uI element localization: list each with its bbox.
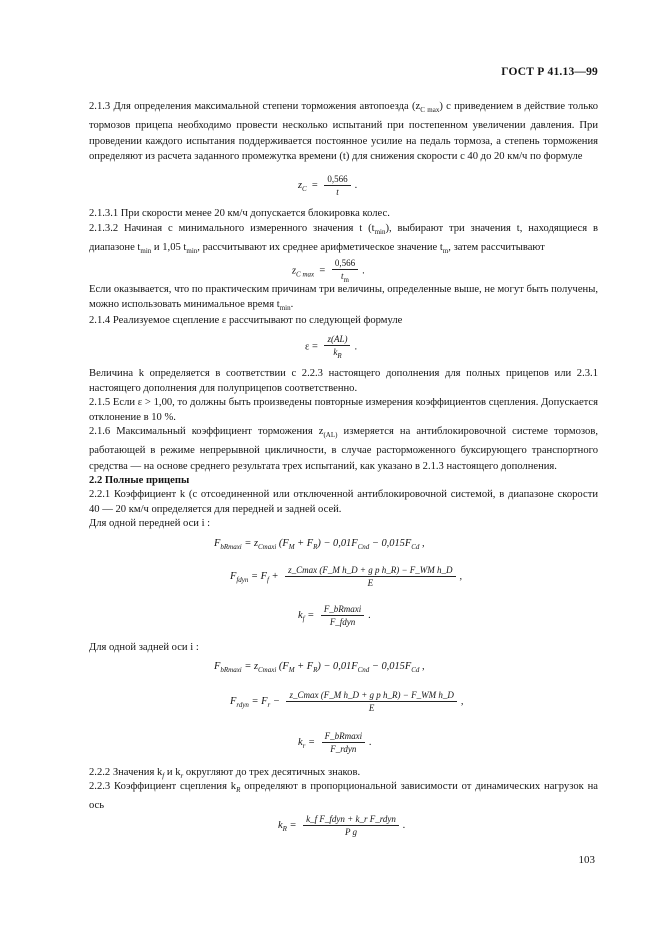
standard-header: ГОСТ Р 41.13—99 — [501, 66, 598, 78]
formula-fbrmax-front: $F_{bRmaxi} = z_{Cmaxi}$ $(F_M + F_R) - 0,01F_{Cnd} - 0,015F_{Cd}$ , — [214, 538, 425, 552]
formula-z-c: $z_C$ = $\frac{0,566}{t}$ . — [298, 174, 358, 197]
formula-epsilon: ε = $\frac{z(AL)}{k_R}$ . — [305, 334, 358, 360]
paragraph-if: Если оказывается, что по практическим причинам три величины, определенные выше, не могут быть получены, можно использовать минимальное время $t_{min}$. — [89, 284, 598, 313]
paragraph-2-2-1: 2.2.1 Коэффициент k (с отсоединенной или отключенной антиблокировочной системой, в диапазоне скорости 40 — 20 км/ч определяется для передней и задней осей. — [89, 489, 598, 516]
formula-fbrmax-rear: $F_{bRmaxi} = z_{Cmaxi}$ $(F_M + F_R) - 0,01F_{Cnd} - 0,015F_{Cd}$ , — [214, 661, 425, 675]
paragraph-2-2-2: 2.2.2 Значения $k_f$ и $k_r$ округляют до трех десятичных знаков. — [89, 767, 361, 781]
paragraph-2-1-6: 2.1.6 Максимальный коэффициент торможения $z_{(AL)}$ измеряется на антиблокировочной системе тормозов, работающей в режиме непрерывной цикличности, в случае расторможенного буксирующего транспортного средства — на основе среднего результата трех испытаний, как указано в 2.1.3 настоящего дополнения. — [89, 426, 598, 472]
paragraph-2-1-3: 2.1.3 Для определения максимальной степени торможения автопоезда $(z_{C max})$ с приведением в действие только тормозов прицепа необходимо провести несколько испытаний при постепенном увеличении давления. При проведении каждого испытания поддерживается постоянное усилие на педаль тормоза, а степень торможения определяют из расчета заданного промежутка времени (t) для снижения скорости с 40 до 20 км/ч по формуле — [89, 101, 598, 162]
section-heading-2-2: 2.2 Полные прицепы — [89, 475, 190, 486]
paragraph-front-axle: Для одной передней оси i : — [89, 518, 211, 529]
paragraph-2-1-5: 2.1.5 Если ε > 1,00, то должны быть произведены повторные измерения коэффициентов сцепления. Допускается отклонение в 10 %. — [89, 397, 598, 424]
paragraph-k: Величина k определяется в соответствии с 2.2.3 настоящего дополнения для полных прицепов или 2.3.1 настоящего дополнения для полуприцепов соответственно. — [89, 368, 598, 395]
paragraph-2-2-3: 2.2.3 Коэффициент сцепления $k_R$ определяют в пропорциональной зависимости от динамических нагрузок на ось — [89, 781, 598, 812]
paragraph-rear-axle: Для одной задней оси i : — [89, 642, 199, 653]
paragraph-2-1-3-2: 2.1.3.2 Начиная с минимального измеренного значения t $(t_{min})$, выбирают три значения t, находящиеся в диапазоне $t_{min}$ и 1,05 $t_{min}$, рассчитывают их среднее арифметическое значение $t_m$, затем рассчитывают — [89, 223, 598, 256]
paragraph-2-1-3-1: 2.1.3.1 При скорости менее 20 км/ч допускается блокировка колес. — [89, 208, 390, 219]
formula-kr: $k_r$ = $\frac{F\_bRmaxi}{\text{F\_rdyn}}$ . — [298, 731, 372, 754]
page-number: 103 — [578, 854, 595, 866]
formula-kr-adhesion: $k_R$ = $\frac{\text{k\_f F\_fdyn + k\_r F\_rdyn}}{\text{P g}}$ . — [278, 814, 406, 837]
formula-kf: $k_f$ = $\frac{F\_bRmaxi}{\text{F\_fdyn}}$ . — [298, 604, 371, 627]
formula-z-cmax: $z_{C max}$ = $\frac{0,566}{t_m}$ . — [292, 258, 365, 284]
formula-ffdyn: $F_{fdyn} = F_f$ + $\frac{\text{z\_Cmax (F\_M h\_D + g p h\_R) − F\_WM h\_D}}{E}$ , — [230, 565, 463, 588]
formula-frdyn: $F_{rdyn} = F_r$ − $\frac{\text{z\_Cmax (F\_M h\_D + g p h\_R) − F\_WM h\_D}}{E}$ , — [230, 690, 464, 713]
paragraph-2-1-4: 2.1.4 Реализуемое сцепление ε рассчитывают по следующей формуле — [89, 315, 403, 326]
